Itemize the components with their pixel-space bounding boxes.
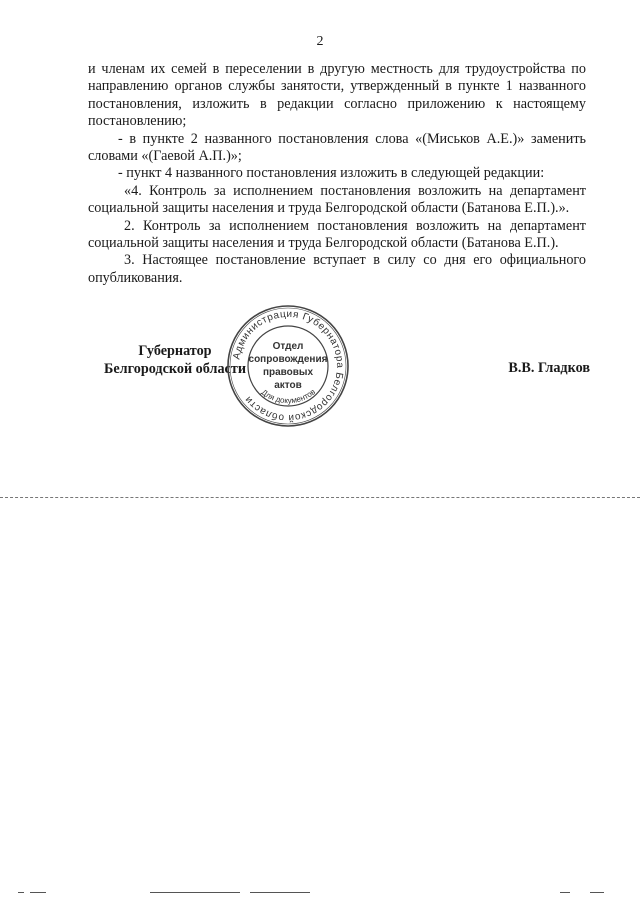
- paragraph: «4. Контроль за исполнением постановления возложить на департамент социальной защиты населения и труда Белгородской области (Батанова Е.П.).».: [88, 182, 586, 217]
- stamp-center-text: [226, 304, 350, 428]
- stamp-center-line: актов: [274, 380, 302, 391]
- paragraph: - пункт 4 названного постановления изложить в следующей редакции:: [118, 165, 545, 182]
- paragraph: 3. Настоящее постановление вступает в силу со дня его официального опубликования.: [88, 252, 586, 286]
- page-number: 2: [316, 34, 324, 49]
- paragraph: и членам их семей в переселении в другую местность для трудоустройства по направлению органов службы занятости, утвержденный в пункте 1 названного постановления, изложить в редакции согласно приложению к настоящему постановлению;: [88, 61, 586, 130]
- official-stamp: [226, 304, 350, 428]
- paragraph: - в пункте 2 названного постановления слова «(Миськов А.Е.)» заменить словами «(Гаевой А.П.)»;: [88, 130, 586, 165]
- stamp-ring-text: Администрация Губернатора Белгородской области: [231, 308, 346, 424]
- paragraph: 2. Контроль за исполнением постановления возложить на департамент социальной защиты населения и труда Белгородской области (Батанова Е.П.).: [88, 217, 586, 252]
- dashed-rule: [0, 497, 640, 498]
- stamp-center-line: Отдел: [272, 341, 304, 352]
- document-body: [88, 61, 586, 287]
- signature-title-line: Губернатор: [138, 343, 212, 359]
- stamp-center-line: сопровождения: [248, 354, 328, 365]
- footer-marks: [0, 888, 640, 898]
- signature-name: В.В. Гладков: [508, 360, 590, 376]
- stamp-bottom-text: Для документов: [259, 387, 318, 406]
- stamp-center-line: правовых: [262, 367, 314, 378]
- signature-title-line: Белгородской области: [104, 361, 246, 377]
